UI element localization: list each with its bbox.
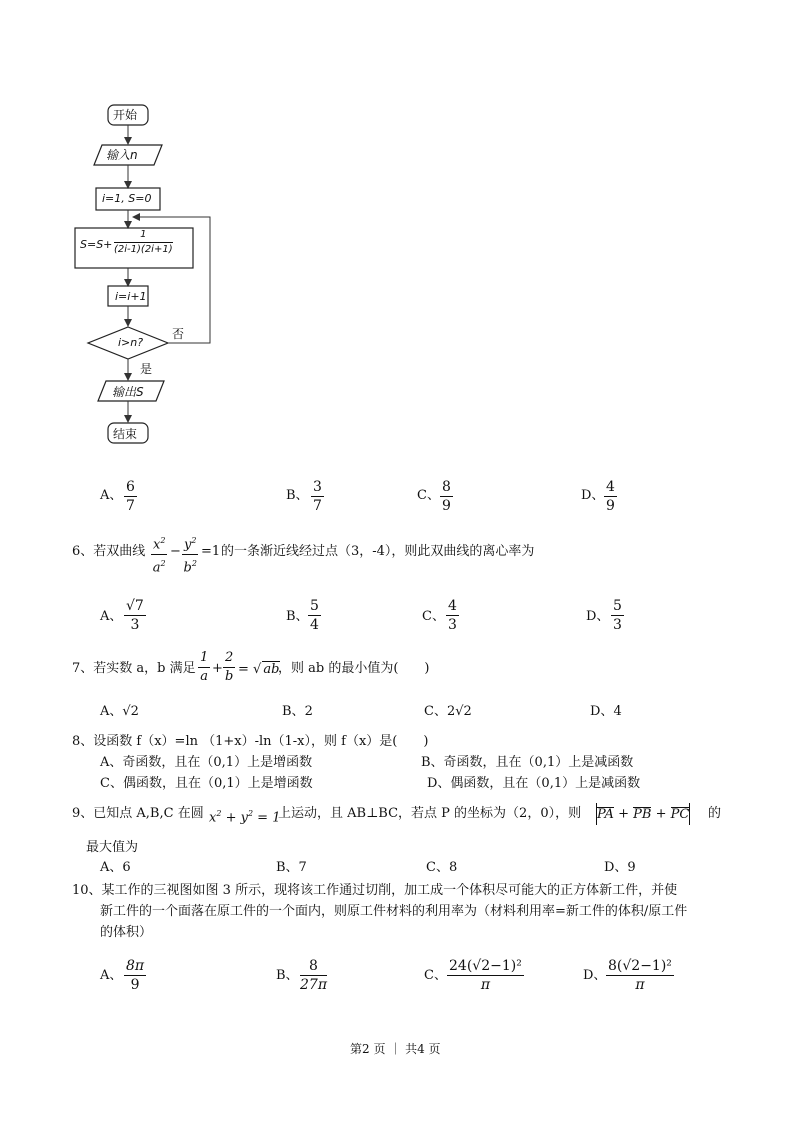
q6-option-c-frac: [446, 598, 459, 633]
q5-a-den: 7: [126, 498, 135, 514]
q10-option-d-letter: D、: [583, 968, 607, 983]
q5-option-d-frac: [604, 479, 617, 514]
q10-b-den: 27π: [300, 977, 328, 993]
q9-option-a: A、6: [100, 860, 131, 875]
page-footer: 第2 页 ｜ 共4 页: [350, 1042, 441, 1056]
q8-stem: 8、设函数 f（x）=ln （1+x）-ln（1-x），则 f（x）是( ): [72, 734, 429, 749]
q5-option-c-frac: [440, 479, 453, 514]
q5-option-a-frac: [124, 479, 137, 514]
q10-option-a-frac: [124, 958, 146, 993]
q6-option-d-frac: [611, 598, 624, 633]
q9-option-b: B、7: [276, 860, 307, 875]
q6-y-frac: $y^2$ $b^2$: [183, 536, 197, 576]
flow-no-label: 否: [172, 327, 185, 341]
flow-increment-text: i=i+1: [115, 290, 147, 303]
q6-a-den: 3: [130, 617, 140, 633]
q10-option-a-letter: A、: [100, 968, 123, 983]
q6-option-a-frac: [124, 598, 146, 633]
flowchart: [60, 95, 260, 455]
q5-c-den: 9: [442, 498, 451, 514]
q7-c-letter: C、: [424, 704, 447, 719]
flow-yes-label: 是: [140, 362, 153, 376]
flow-end-text: 结束: [113, 427, 138, 441]
q10-d-den: π: [635, 977, 645, 993]
q10-option-d-frac: [606, 958, 674, 993]
q10-c-num: 24(√2−1)²: [449, 958, 522, 974]
q9-option-c: C、8: [426, 860, 458, 875]
q10-line3: 的体积）: [100, 925, 153, 940]
q7-sqrt-ab: = √ ab: [238, 662, 280, 677]
q5-option-c-letter: C、: [417, 488, 440, 503]
q6-c-den: 3: [448, 617, 457, 633]
q5-c-num: 8: [442, 479, 451, 495]
q5-d-num: 4: [606, 479, 615, 495]
q10-a-den: 9: [130, 977, 140, 993]
flow-assign-num: 1: [140, 229, 147, 240]
flow-input-text: 输入n: [106, 148, 138, 162]
flow-assign-fraction: [114, 229, 173, 256]
q10-option-b-frac: [300, 958, 327, 993]
flow-assign-lhs: S=S+: [80, 238, 113, 251]
q10-c-den: π: [480, 977, 491, 993]
q6-x-frac: $x^2$ $a^2$: [152, 536, 166, 576]
q7-a-value: √2: [122, 704, 139, 719]
q5-d-den: 9: [606, 498, 615, 514]
q7-one-over-a: 1 a: [200, 650, 209, 684]
q10-d-num: 8(√2−1)²: [608, 958, 672, 974]
q7-c-value: 2√2: [446, 704, 472, 719]
q9-prefix: 9、已知点 A,B,C 在圆: [72, 806, 204, 821]
q6-suffix: 的一条渐近线经过点（3，-4），则此双曲线的离心率为: [221, 544, 535, 559]
q7-b-letter: B、: [282, 704, 305, 719]
q8-option-b: B、奇函数，且在（0,1）上是减函数: [421, 755, 634, 770]
q7-suffix: ，则 ab 的最小值为( ): [278, 661, 430, 676]
q5-option-a-letter: A、: [100, 488, 123, 503]
q8-option-a: A、奇函数，且在（0,1）上是增函数: [100, 755, 313, 770]
q6-b-den: 4: [310, 617, 319, 633]
q10-line2: 新工件的一个面落在原工件的一个面内，则原工件材料的利用率为（材料利用率=新工件的体积/原工件: [100, 904, 688, 919]
flow-condition-text: i>n?: [118, 336, 144, 349]
q9-vector-sum: PA + PB + PC: [596, 803, 690, 825]
q6-b-num: 5: [310, 598, 319, 614]
q6-option-b-letter: B、: [286, 609, 309, 624]
q6-a-num: √7: [126, 598, 144, 614]
flow-start-text: 开始: [113, 108, 138, 122]
q10-line1: 10、某工作的三视图如图 3 所示，现将该工作通过切削，加工成一个体积尽可能大的正方体新工件，并使: [72, 883, 678, 898]
q7-prefix: 7、若实数 a，b 满足: [72, 661, 196, 676]
q8-option-c: C、偶函数，且在（0,1）上是增函数: [100, 776, 313, 791]
q9-middle: 上运动，且 AB⊥BC，若点 P 的坐标为（2，0），则: [278, 806, 582, 821]
q6-option-b-frac: [308, 598, 321, 633]
q5-b-den: 7: [313, 498, 322, 514]
q6-d-den: 3: [613, 617, 622, 633]
q5-b-num: 3: [313, 479, 322, 495]
q6-option-a-letter: A、: [100, 609, 123, 624]
q6-option-c-letter: C、: [422, 609, 445, 624]
q6-equals-one: =1: [201, 544, 221, 559]
q7-b-value: 2: [304, 704, 313, 719]
q5-option-d-letter: D、: [581, 488, 605, 503]
q6-c-num: 4: [448, 598, 457, 614]
q9-option-d: D、9: [604, 860, 636, 875]
flow-output-text: 输出S: [112, 385, 144, 399]
q9-circle-eq: $x^2 + y^2 = 1$: [209, 809, 281, 826]
q10-option-b-letter: B、: [276, 968, 299, 983]
q10-option-c-frac: [447, 958, 524, 993]
q7-option-c: [424, 704, 472, 720]
q10-b-num: 8: [309, 958, 318, 974]
q7-d-value: 4: [613, 704, 622, 719]
q5-option-b-frac: [311, 479, 324, 514]
q7-option-b: [282, 704, 313, 720]
flow-init-text: i=1, S=0: [102, 192, 152, 205]
q7-plus: +: [212, 661, 223, 676]
flow-assign-den: (2i-1)(2i+1): [114, 244, 173, 255]
q7-option-a: [100, 704, 139, 720]
q8-option-d: D、偶函数，且在（0,1）上是减函数: [427, 776, 641, 791]
q7-a-letter: A、: [100, 704, 123, 719]
q6-minus: −: [170, 544, 181, 559]
q5-a-num: 6: [126, 479, 135, 495]
q6-option-d-letter: D、: [586, 609, 610, 624]
q9-line2: 最大值为: [86, 840, 139, 855]
q6-prefix: 6、若双曲线: [72, 544, 146, 559]
q10-a-num: 8π: [126, 958, 145, 974]
q6-d-num: 5: [613, 598, 622, 614]
q10-option-c-letter: C、: [424, 968, 447, 983]
q5-option-b-letter: B、: [286, 488, 309, 503]
q9-suffix: 的: [708, 806, 722, 821]
q7-option-d: [590, 704, 622, 720]
q7-d-letter: D、: [590, 704, 614, 719]
q7-two-over-b: 2 b: [224, 650, 234, 684]
